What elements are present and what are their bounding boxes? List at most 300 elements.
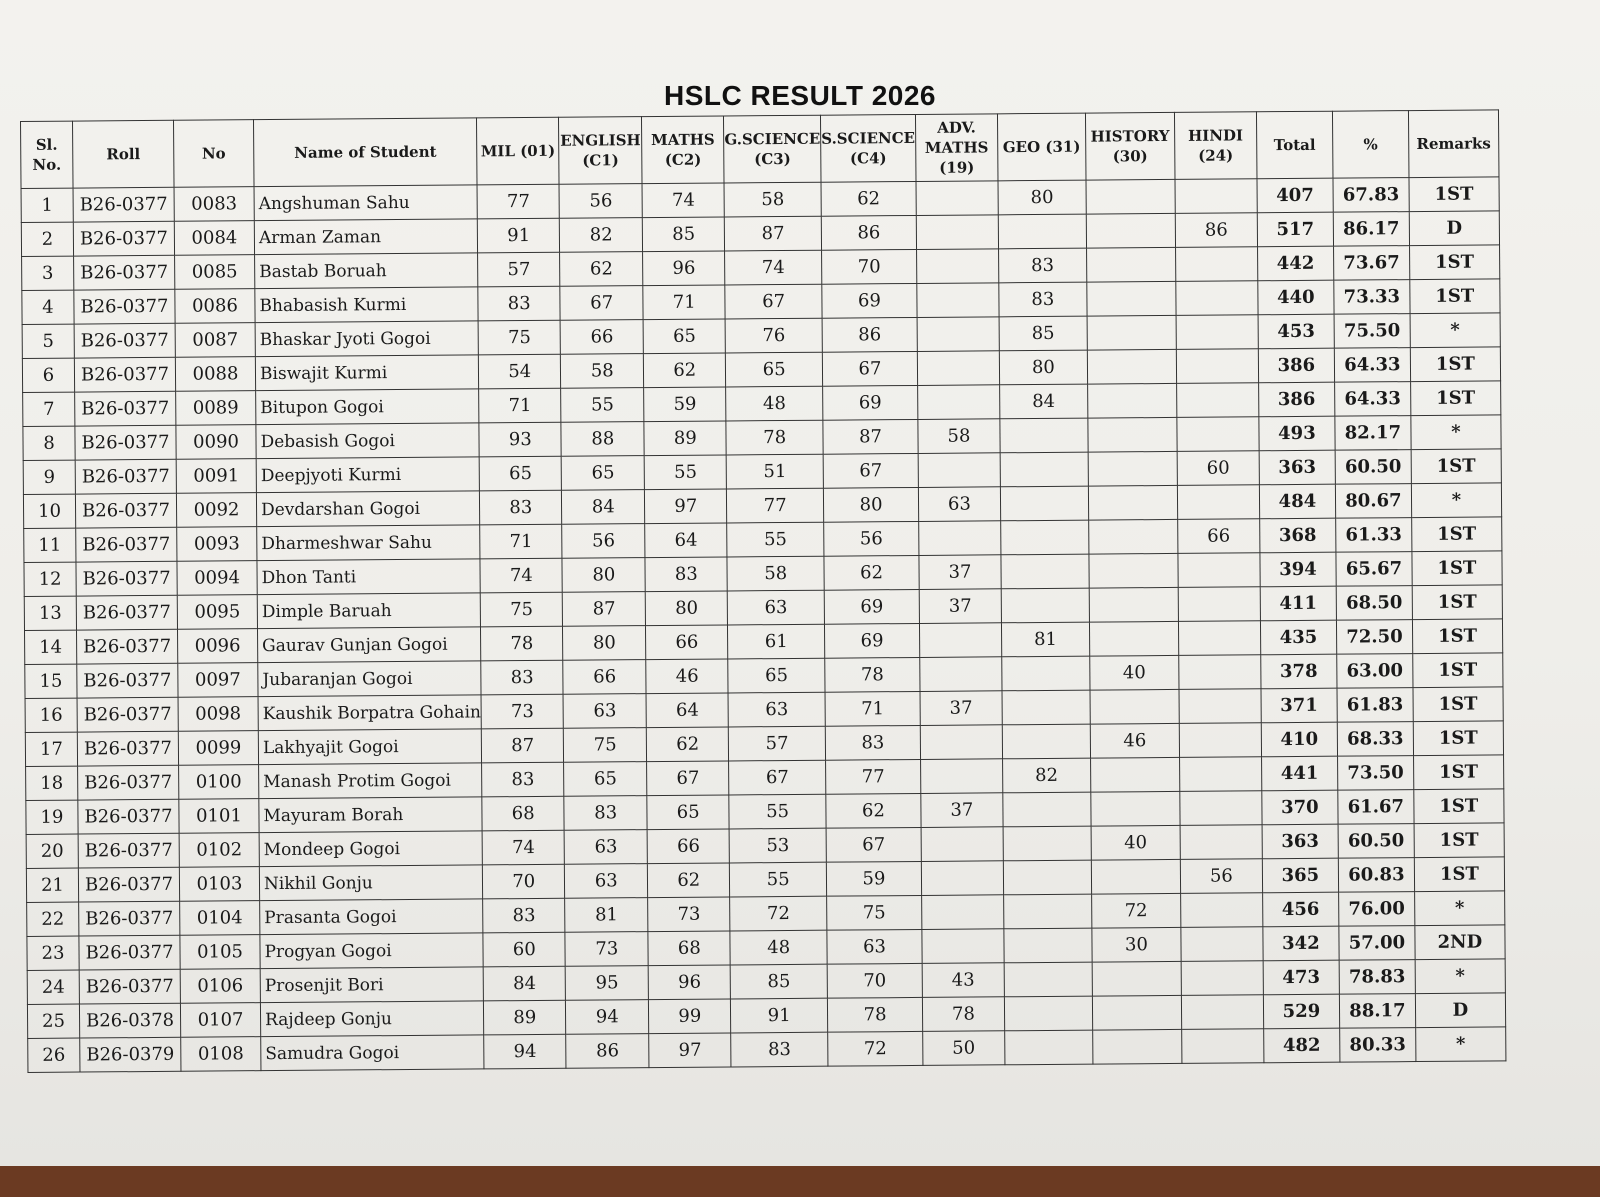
mil-cell: 74 bbox=[480, 558, 562, 593]
geo-cell bbox=[1002, 690, 1090, 725]
remarks-cell: * bbox=[1411, 415, 1501, 450]
total-cell: 410 bbox=[1261, 722, 1337, 757]
serial-cell: 9 bbox=[23, 460, 75, 494]
mil-cell: 93 bbox=[479, 422, 561, 457]
mil-cell: 84 bbox=[483, 966, 565, 1001]
remarks-cell: 1ST bbox=[1412, 585, 1502, 620]
hindi-cell bbox=[1178, 587, 1260, 622]
hindi-cell bbox=[1177, 383, 1259, 418]
roll-cell: B26-0378 bbox=[79, 1003, 180, 1038]
no-cell: 0083 bbox=[174, 187, 254, 222]
mil-cell: 83 bbox=[482, 762, 564, 797]
history-cell bbox=[1088, 451, 1177, 486]
percent-cell: 76.00 bbox=[1339, 892, 1415, 927]
remarks-cell: 1ST bbox=[1414, 789, 1504, 824]
total-cell: 411 bbox=[1260, 586, 1336, 621]
maths-cell: 46 bbox=[646, 659, 728, 694]
total-cell: 371 bbox=[1261, 688, 1337, 723]
maths-cell: 64 bbox=[645, 523, 727, 558]
column-header: MATHS (C2) bbox=[642, 116, 725, 184]
sscience-cell: 71 bbox=[825, 691, 920, 726]
geo-cell: 85 bbox=[999, 316, 1087, 351]
serial-cell: 15 bbox=[25, 664, 77, 698]
total-cell: 493 bbox=[1259, 416, 1335, 451]
gscience-cell: 55 bbox=[729, 794, 826, 829]
serial-cell: 23 bbox=[27, 936, 79, 970]
hindi-cell bbox=[1180, 791, 1262, 826]
english-cell: 87 bbox=[562, 592, 645, 627]
sscience-cell: 70 bbox=[827, 963, 922, 998]
total-cell: 442 bbox=[1257, 246, 1333, 281]
geo-cell bbox=[1004, 996, 1092, 1031]
sscience-cell: 86 bbox=[822, 317, 917, 352]
adv-maths-cell: 43 bbox=[922, 963, 1004, 998]
geo-cell: 80 bbox=[999, 350, 1087, 385]
serial-cell: 20 bbox=[26, 834, 78, 868]
english-cell: 82 bbox=[560, 218, 643, 253]
english-cell: 56 bbox=[559, 184, 642, 219]
total-cell: 517 bbox=[1257, 212, 1333, 247]
name-cell: Rajdeep Gonju bbox=[260, 1001, 484, 1037]
percent-cell: 68.33 bbox=[1337, 722, 1413, 757]
sscience-cell: 70 bbox=[822, 249, 917, 284]
name-cell: Dhon Tanti bbox=[257, 559, 481, 595]
hindi-cell bbox=[1176, 315, 1258, 350]
adv-maths-cell bbox=[920, 657, 1002, 692]
total-cell: 529 bbox=[1263, 994, 1339, 1029]
no-cell: 0086 bbox=[175, 289, 255, 324]
history-cell bbox=[1091, 859, 1180, 894]
history-cell bbox=[1086, 247, 1175, 282]
adv-maths-cell bbox=[920, 759, 1002, 794]
serial-cell: 6 bbox=[22, 358, 74, 392]
remarks-cell: 1ST bbox=[1410, 279, 1500, 314]
english-cell: 80 bbox=[563, 626, 646, 661]
gscience-cell: 57 bbox=[729, 726, 826, 761]
hindi-cell bbox=[1179, 689, 1261, 724]
geo-cell bbox=[1001, 588, 1089, 623]
history-cell: 46 bbox=[1090, 723, 1179, 758]
percent-cell: 61.67 bbox=[1338, 790, 1414, 825]
total-cell: 453 bbox=[1258, 314, 1334, 349]
geo-cell bbox=[1004, 962, 1092, 997]
adv-maths-cell bbox=[921, 827, 1003, 862]
column-header: Name of Student bbox=[253, 118, 477, 187]
roll-cell: B26-0377 bbox=[76, 629, 177, 664]
roll-cell: B26-0377 bbox=[75, 391, 176, 426]
no-cell: 0093 bbox=[177, 527, 257, 562]
sscience-cell: 69 bbox=[825, 623, 920, 658]
roll-cell: B26-0377 bbox=[79, 969, 180, 1004]
english-cell: 56 bbox=[562, 524, 645, 559]
column-header: % bbox=[1332, 111, 1409, 179]
total-cell: 407 bbox=[1257, 178, 1333, 213]
no-cell: 0084 bbox=[174, 221, 254, 256]
hindi-cell bbox=[1180, 825, 1262, 860]
adv-maths-cell: 63 bbox=[918, 487, 1000, 522]
remarks-cell: 1ST bbox=[1412, 517, 1502, 552]
sscience-cell: 67 bbox=[826, 827, 921, 862]
percent-cell: 86.17 bbox=[1333, 212, 1409, 247]
roll-cell: B26-0377 bbox=[78, 867, 179, 902]
geo-cell bbox=[1004, 894, 1092, 929]
hindi-cell bbox=[1179, 723, 1261, 758]
hindi-cell bbox=[1179, 757, 1261, 792]
total-cell: 456 bbox=[1263, 892, 1339, 927]
history-cell bbox=[1089, 587, 1178, 622]
percent-cell: 60.83 bbox=[1338, 858, 1414, 893]
column-header: HISTORY (30) bbox=[1085, 112, 1175, 180]
hindi-cell: 56 bbox=[1180, 859, 1262, 894]
remarks-cell: 2ND bbox=[1415, 925, 1505, 960]
hindi-cell: 60 bbox=[1177, 451, 1259, 486]
maths-cell: 65 bbox=[647, 795, 729, 830]
gscience-cell: 67 bbox=[729, 760, 826, 795]
sscience-cell: 62 bbox=[826, 793, 921, 828]
serial-cell: 3 bbox=[22, 256, 74, 290]
column-header: Sl. No. bbox=[21, 121, 74, 188]
name-cell: Lakhyajit Gogoi bbox=[258, 729, 482, 765]
english-cell: 73 bbox=[565, 932, 648, 967]
maths-cell: 66 bbox=[646, 625, 728, 660]
adv-maths-cell bbox=[922, 929, 1004, 964]
history-cell bbox=[1090, 689, 1179, 724]
english-cell: 58 bbox=[561, 354, 644, 389]
roll-cell: B26-0377 bbox=[77, 697, 178, 732]
no-cell: 0092 bbox=[176, 493, 256, 528]
gscience-cell: 48 bbox=[726, 386, 823, 421]
remarks-cell: 1ST bbox=[1413, 755, 1503, 790]
gscience-cell: 53 bbox=[729, 828, 826, 863]
column-header: S.SCIENCE (C4) bbox=[821, 114, 916, 182]
mil-cell: 91 bbox=[478, 218, 560, 253]
name-cell: Biswajit Kurmi bbox=[255, 355, 479, 391]
hindi-cell bbox=[1178, 621, 1260, 656]
mil-cell: 71 bbox=[479, 388, 561, 423]
roll-cell: B26-0377 bbox=[76, 527, 177, 562]
name-cell: Nikhil Gonju bbox=[259, 865, 483, 901]
english-cell: 63 bbox=[564, 830, 647, 865]
adv-maths-cell bbox=[916, 249, 998, 284]
no-cell: 0089 bbox=[176, 391, 256, 426]
adv-maths-cell bbox=[919, 623, 1001, 658]
mil-cell: 70 bbox=[483, 864, 565, 899]
roll-cell: B26-0377 bbox=[76, 595, 177, 630]
mil-cell: 94 bbox=[484, 1034, 566, 1069]
maths-cell: 80 bbox=[645, 591, 727, 626]
english-cell: 86 bbox=[566, 1034, 649, 1069]
sscience-cell: 63 bbox=[827, 929, 922, 964]
percent-cell: 68.50 bbox=[1336, 586, 1412, 621]
maths-cell: 97 bbox=[645, 489, 727, 524]
total-cell: 363 bbox=[1259, 450, 1335, 485]
gscience-cell: 78 bbox=[726, 420, 823, 455]
english-cell: 88 bbox=[561, 422, 644, 457]
column-header: No bbox=[173, 120, 254, 188]
name-cell: Samudra Gogoi bbox=[261, 1035, 485, 1071]
roll-cell: B26-0377 bbox=[73, 221, 174, 256]
no-cell: 0103 bbox=[179, 867, 259, 902]
no-cell: 0098 bbox=[178, 697, 258, 732]
english-cell: 81 bbox=[565, 898, 648, 933]
total-cell: 484 bbox=[1259, 484, 1335, 519]
maths-cell: 83 bbox=[645, 557, 727, 592]
remarks-cell: 1ST bbox=[1413, 721, 1503, 756]
remarks-cell: 1ST bbox=[1410, 381, 1500, 416]
percent-cell: 64.33 bbox=[1334, 348, 1410, 383]
total-cell: 342 bbox=[1263, 926, 1339, 961]
maths-cell: 99 bbox=[649, 999, 731, 1034]
serial-cell: 18 bbox=[26, 766, 78, 800]
name-cell: Bastab Boruah bbox=[255, 253, 479, 289]
percent-cell: 57.00 bbox=[1339, 926, 1415, 961]
history-cell bbox=[1087, 315, 1176, 350]
column-header: ENGLISH (C1) bbox=[559, 117, 643, 185]
total-cell: 394 bbox=[1260, 552, 1336, 587]
mil-cell: 87 bbox=[482, 728, 564, 763]
name-cell: Kaushik Borpatra Gohain bbox=[258, 695, 482, 731]
roll-cell: B26-0377 bbox=[78, 765, 179, 800]
gscience-cell: 61 bbox=[728, 624, 825, 659]
remarks-cell: * bbox=[1416, 1027, 1506, 1062]
serial-cell: 8 bbox=[23, 426, 75, 460]
hindi-cell bbox=[1181, 893, 1263, 928]
no-cell: 0090 bbox=[176, 425, 256, 460]
serial-cell: 21 bbox=[26, 868, 78, 902]
english-cell: 83 bbox=[564, 796, 647, 831]
sscience-cell: 62 bbox=[821, 181, 916, 216]
remarks-cell: 1ST bbox=[1411, 449, 1501, 484]
percent-cell: 72.50 bbox=[1336, 620, 1412, 655]
roll-cell: B26-0377 bbox=[75, 425, 176, 460]
english-cell: 94 bbox=[566, 1000, 649, 1035]
no-cell: 0100 bbox=[179, 765, 259, 800]
total-cell: 441 bbox=[1261, 756, 1337, 791]
gscience-cell: 51 bbox=[726, 454, 823, 489]
hindi-cell: 66 bbox=[1178, 519, 1260, 554]
hindi-cell bbox=[1181, 927, 1263, 962]
history-cell bbox=[1089, 621, 1178, 656]
no-cell: 0087 bbox=[175, 323, 255, 358]
name-cell: Arman Zaman bbox=[254, 219, 478, 255]
roll-cell: B26-0377 bbox=[78, 833, 179, 868]
sscience-cell: 87 bbox=[823, 419, 918, 454]
total-cell: 440 bbox=[1258, 280, 1334, 315]
name-cell: Mondeep Gogoi bbox=[259, 831, 483, 867]
name-cell: Debasish Gogoi bbox=[256, 423, 480, 459]
total-cell: 482 bbox=[1264, 1028, 1340, 1063]
sscience-cell: 77 bbox=[826, 759, 921, 794]
roll-cell: B26-0377 bbox=[73, 187, 174, 222]
history-cell bbox=[1089, 553, 1178, 588]
serial-cell: 16 bbox=[25, 698, 77, 732]
maths-cell: 71 bbox=[643, 285, 725, 320]
serial-cell: 13 bbox=[24, 596, 76, 630]
roll-cell: B26-0377 bbox=[78, 799, 179, 834]
sscience-cell: 69 bbox=[824, 589, 919, 624]
no-cell: 0108 bbox=[181, 1037, 261, 1072]
percent-cell: 63.00 bbox=[1337, 654, 1413, 689]
no-cell: 0105 bbox=[180, 935, 260, 970]
name-cell: Progyan Gogoi bbox=[260, 933, 484, 969]
roll-cell: B26-0377 bbox=[79, 901, 180, 936]
english-cell: 62 bbox=[560, 252, 643, 287]
mil-cell: 77 bbox=[477, 184, 559, 219]
gscience-cell: 91 bbox=[731, 998, 828, 1033]
geo-cell bbox=[1003, 792, 1091, 827]
geo-cell bbox=[1004, 928, 1092, 963]
serial-cell: 4 bbox=[22, 290, 74, 324]
maths-cell: 68 bbox=[648, 931, 730, 966]
history-cell: 40 bbox=[1090, 655, 1179, 690]
serial-cell: 5 bbox=[22, 324, 74, 358]
gscience-cell: 77 bbox=[727, 488, 824, 523]
name-cell: Manash Protim Gogoi bbox=[259, 763, 483, 799]
history-cell bbox=[1092, 961, 1181, 996]
mil-cell: 68 bbox=[482, 796, 564, 831]
maths-cell: 67 bbox=[647, 761, 729, 796]
name-cell: Dharmeshwar Sahu bbox=[257, 525, 481, 561]
no-cell: 0095 bbox=[177, 595, 257, 630]
name-cell: Bhaskar Jyoti Gogoi bbox=[255, 321, 479, 357]
mil-cell: 71 bbox=[480, 524, 562, 559]
adv-maths-cell bbox=[917, 317, 999, 352]
history-cell bbox=[1088, 383, 1177, 418]
percent-cell: 88.17 bbox=[1339, 994, 1415, 1029]
history-cell: 72 bbox=[1092, 893, 1181, 928]
geo-cell: 82 bbox=[1002, 758, 1090, 793]
no-cell: 0107 bbox=[180, 1003, 260, 1038]
history-cell bbox=[1086, 213, 1175, 248]
maths-cell: 96 bbox=[648, 965, 730, 1000]
sscience-cell: 69 bbox=[823, 385, 918, 420]
history-cell bbox=[1088, 417, 1177, 452]
percent-cell: 64.33 bbox=[1334, 382, 1410, 417]
serial-cell: 14 bbox=[25, 630, 77, 664]
adv-maths-cell bbox=[916, 181, 998, 216]
roll-cell: B26-0377 bbox=[74, 289, 175, 324]
remarks-cell: 1ST bbox=[1410, 347, 1500, 382]
remarks-cell: 1ST bbox=[1412, 551, 1502, 586]
adv-maths-cell bbox=[920, 725, 1002, 760]
result-table-body bbox=[21, 177, 1506, 1073]
serial-cell: 2 bbox=[21, 222, 73, 256]
gscience-cell: 58 bbox=[724, 182, 821, 217]
english-cell: 63 bbox=[565, 864, 648, 899]
remarks-cell: 1ST bbox=[1414, 823, 1504, 858]
gscience-cell: 48 bbox=[730, 930, 827, 965]
maths-cell: 97 bbox=[649, 1033, 731, 1068]
roll-cell: B26-0377 bbox=[75, 493, 176, 528]
mil-cell: 89 bbox=[484, 1000, 566, 1035]
percent-cell: 78.83 bbox=[1339, 960, 1415, 995]
geo-cell bbox=[1000, 452, 1088, 487]
history-cell bbox=[1093, 1029, 1182, 1064]
hindi-cell: 86 bbox=[1175, 213, 1257, 248]
remarks-cell: 1ST bbox=[1409, 177, 1499, 212]
history-cell bbox=[1088, 485, 1177, 520]
mil-cell: 74 bbox=[482, 830, 564, 865]
english-cell: 67 bbox=[560, 286, 643, 321]
gscience-cell: 63 bbox=[727, 590, 824, 625]
geo-cell: 81 bbox=[1001, 622, 1089, 657]
roll-cell: B26-0377 bbox=[74, 357, 175, 392]
gscience-cell: 58 bbox=[727, 556, 824, 591]
column-header: ADV. MATHS (19) bbox=[915, 114, 998, 182]
name-cell: Jubaranjan Gogoi bbox=[258, 661, 482, 697]
name-cell: Prosenjit Bori bbox=[260, 967, 484, 1003]
name-cell: Mayuram Borah bbox=[259, 797, 483, 833]
gscience-cell: 65 bbox=[726, 352, 823, 387]
gscience-cell: 85 bbox=[730, 964, 827, 999]
percent-cell: 80.33 bbox=[1340, 1028, 1416, 1063]
serial-cell: 24 bbox=[27, 970, 79, 1004]
english-cell: 75 bbox=[564, 728, 647, 763]
geo-cell: 84 bbox=[1000, 384, 1088, 419]
name-cell: Devdarshan Gogoi bbox=[256, 491, 480, 527]
english-cell: 66 bbox=[563, 660, 646, 695]
hindi-cell bbox=[1175, 179, 1257, 214]
history-cell bbox=[1086, 179, 1175, 214]
name-cell: Deepjyoti Kurmi bbox=[256, 457, 480, 493]
hindi-cell bbox=[1176, 349, 1258, 384]
serial-cell: 10 bbox=[23, 494, 75, 528]
column-header: MIL (01) bbox=[477, 117, 560, 185]
mil-cell: 75 bbox=[478, 320, 560, 355]
english-cell: 80 bbox=[562, 558, 645, 593]
sscience-cell: 83 bbox=[825, 725, 920, 760]
adv-maths-cell: 58 bbox=[918, 419, 1000, 454]
no-cell: 0101 bbox=[179, 799, 259, 834]
maths-cell: 62 bbox=[644, 353, 726, 388]
gscience-cell: 67 bbox=[725, 284, 822, 319]
adv-maths-cell bbox=[918, 453, 1000, 488]
maths-cell: 59 bbox=[644, 387, 726, 422]
adv-maths-cell: 37 bbox=[920, 691, 1002, 726]
no-cell: 0094 bbox=[177, 561, 257, 596]
adv-maths-cell bbox=[916, 215, 998, 250]
serial-cell: 11 bbox=[24, 528, 76, 562]
total-cell: 435 bbox=[1260, 620, 1336, 655]
adv-maths-cell: 78 bbox=[922, 997, 1004, 1032]
maths-cell: 73 bbox=[648, 897, 730, 932]
gscience-cell: 87 bbox=[725, 216, 822, 251]
geo-cell: 80 bbox=[998, 180, 1086, 215]
mil-cell: 57 bbox=[478, 252, 560, 287]
result-table bbox=[20, 109, 1506, 1073]
sscience-cell: 78 bbox=[827, 997, 922, 1032]
remarks-cell: * bbox=[1415, 891, 1505, 926]
name-cell: Bhabasish Kurmi bbox=[255, 287, 479, 323]
total-cell: 370 bbox=[1262, 790, 1338, 825]
percent-cell: 73.67 bbox=[1333, 246, 1409, 281]
column-header: Total bbox=[1256, 111, 1333, 179]
no-cell: 0085 bbox=[175, 255, 255, 290]
geo-cell: 83 bbox=[998, 248, 1086, 283]
english-cell: 95 bbox=[565, 966, 648, 1001]
sscience-cell: 86 bbox=[821, 215, 916, 250]
percent-cell: 82.17 bbox=[1335, 416, 1411, 451]
sscience-cell: 67 bbox=[822, 351, 917, 386]
remarks-cell: 1ST bbox=[1414, 857, 1504, 892]
hindi-cell bbox=[1181, 995, 1263, 1030]
column-header: HINDI (24) bbox=[1174, 112, 1257, 180]
remarks-cell: * bbox=[1415, 959, 1505, 994]
no-cell: 0096 bbox=[177, 629, 257, 664]
history-cell bbox=[1092, 995, 1181, 1030]
gscience-cell: 65 bbox=[728, 658, 825, 693]
english-cell: 84 bbox=[562, 490, 645, 525]
